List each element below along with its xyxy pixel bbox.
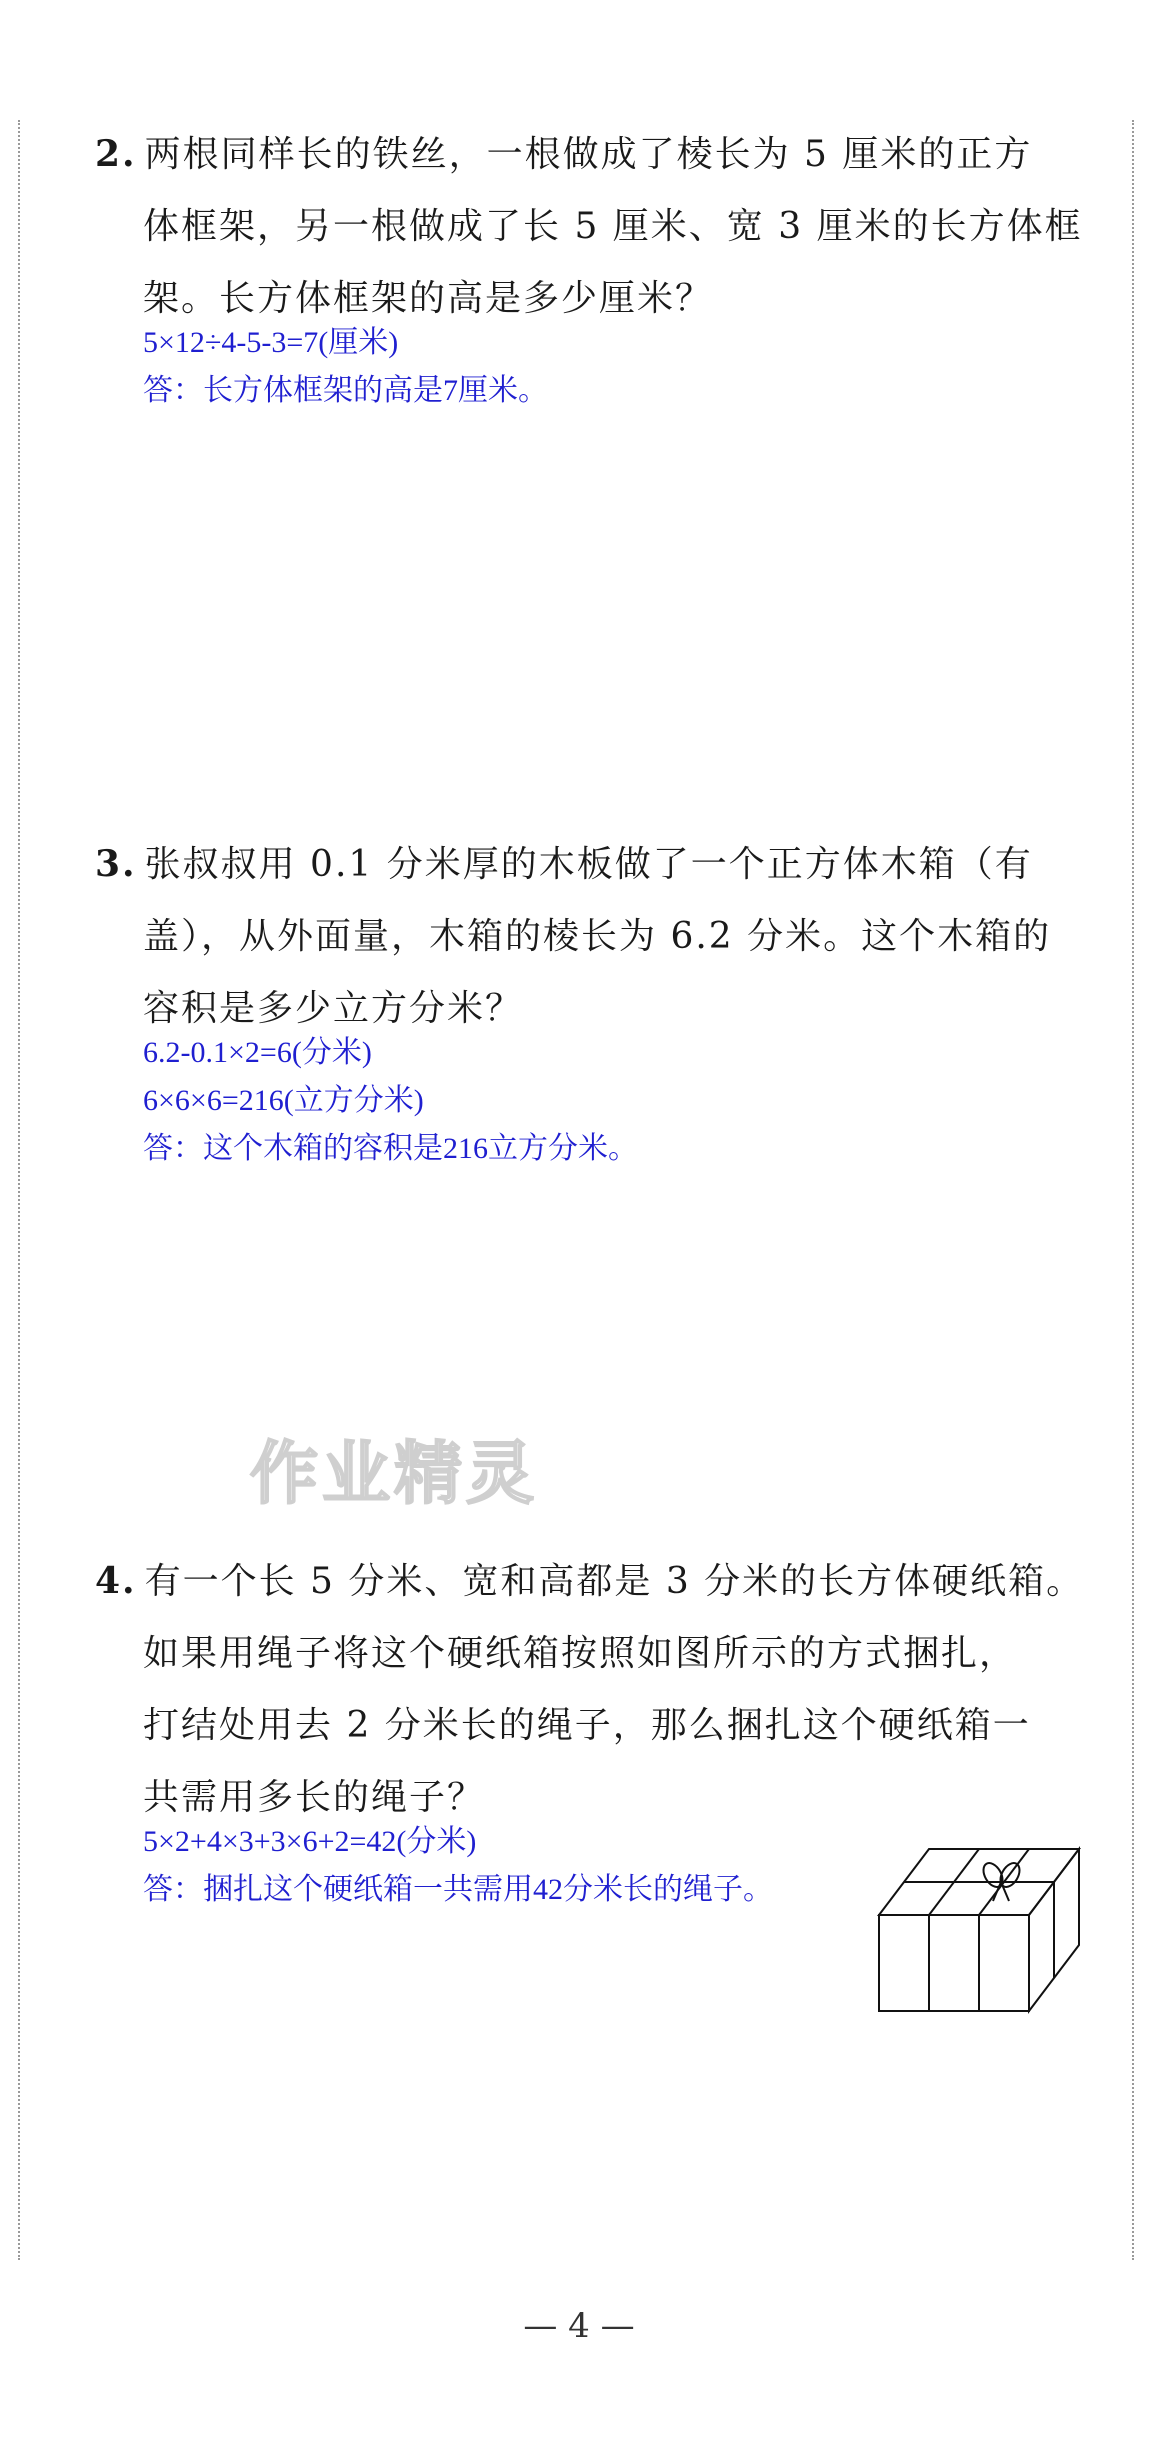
question-line: 3. 张叔叔用 0.1 分米厚的木板做了一个正方体木箱（有 <box>95 843 1033 885</box>
question-line: 2. 两根同样长的铁丝，一根做成了棱长为 5 厘米的正方 <box>95 133 1033 175</box>
bow-tail-1 <box>993 1882 1001 1901</box>
answer-line: 6×6×6=216(立方分米) <box>143 1084 424 1117</box>
question-line: 如果用绳子将这个硬纸箱按照如图所示的方式捆扎， <box>143 1633 1018 1674</box>
right-margin-dotted-line <box>1132 120 1134 2260</box>
tied-box-figure <box>875 1845 1085 2015</box>
answer-line: 5×2+4×3+3×6+2=42(分米) <box>143 1825 477 1858</box>
problem-2 <box>95 118 1085 415</box>
question-line: 盖），从外面量，木箱的棱长为 6.2 分米。这个木箱的 <box>143 916 1052 957</box>
question-line: 共需用多长的绳子？ <box>143 1777 486 1818</box>
answer-line: 答：这个木箱的容积是216立方分米。 <box>143 1132 638 1165</box>
question-line: 容积是多少立方分米？ <box>143 988 524 1029</box>
question-line: 架。长方体框架的高是多少厘米？ <box>143 278 714 319</box>
answer-line: 答：捆扎这个硬纸箱一共需用42分米长的绳子。 <box>143 1873 773 1906</box>
question-line: 体框架，另一根做成了长 5 厘米、宽 3 厘米的长方体框 <box>143 206 1083 247</box>
box-front-face <box>879 1915 1029 2011</box>
question-line: 4. 有一个长 5 分米、宽和高都是 3 分米的长方体硬纸箱。 <box>95 1560 1085 1602</box>
left-margin-dotted-line <box>18 120 20 2260</box>
watermark: 作业精灵 <box>250 1435 539 1514</box>
page-number: — 4 — <box>523 2306 635 2346</box>
problem-number: 3. <box>95 843 137 885</box>
problem-number: 2. <box>95 133 137 175</box>
answer-line: 5×12÷4-5-3=7(厘米) <box>143 326 399 359</box>
answer-line: 答：长方体框架的高是7厘米。 <box>143 374 548 407</box>
problem-2-question <box>95 118 1085 335</box>
answer-line: 6.2-0.1×2=6(分米) <box>143 1036 372 1069</box>
problem-3-question <box>95 828 1085 1045</box>
question-line: 打结处用去 2 分米长的绳子，那么捆扎这个硬纸箱一 <box>143 1705 1031 1746</box>
bow-tail-2 <box>1001 1882 1009 1901</box>
problem-number: 4. <box>95 1560 137 1602</box>
problem-3 <box>95 828 1085 1173</box>
problem-4-question <box>95 1545 1085 1834</box>
